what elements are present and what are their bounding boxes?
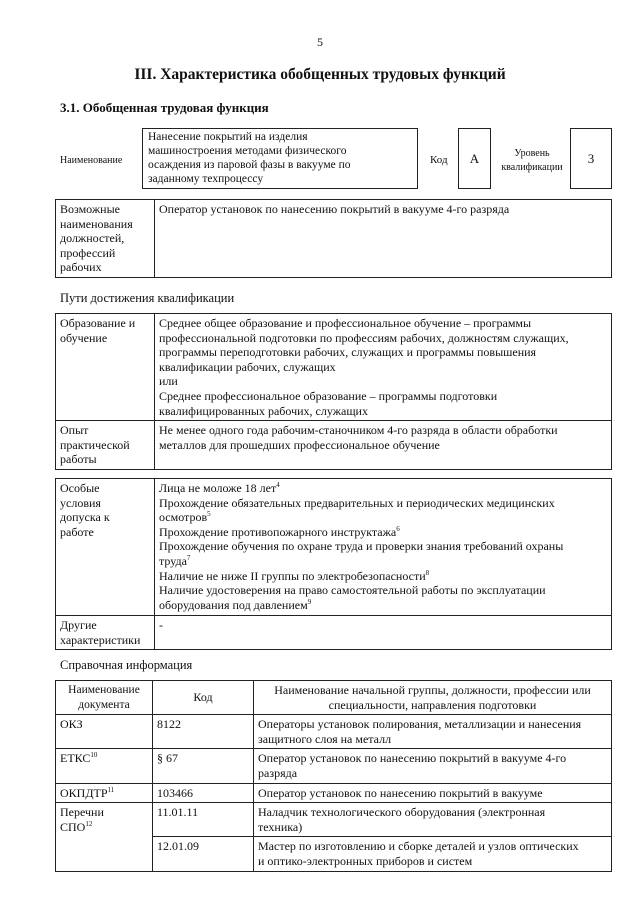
table-row bbox=[56, 803, 612, 837]
positions-value-cell bbox=[155, 200, 612, 278]
reference-heading: Справочная информация bbox=[60, 658, 193, 672]
footnote-ref: 4 bbox=[276, 481, 280, 489]
condition-item: Прохождение противопожарного инструктажа$^6$ bbox=[159, 524, 400, 539]
qualification-heading: Пути достижения квалификации bbox=[60, 291, 235, 305]
ref-header-doc: Наименование документа bbox=[56, 681, 153, 715]
footnote-ref: 5 bbox=[207, 510, 211, 519]
experience-value-cell bbox=[155, 421, 612, 470]
footnote-ref: 8 bbox=[425, 568, 430, 577]
footnote-ref: 10 bbox=[90, 751, 98, 760]
positions-label-cell bbox=[56, 200, 155, 278]
table-row bbox=[56, 783, 612, 803]
conditions-label-line: работе bbox=[60, 524, 94, 539]
code-label: Код bbox=[430, 154, 448, 166]
conditions-value-cell bbox=[155, 479, 612, 616]
other-label-line: Другие bbox=[60, 618, 97, 632]
positions-table bbox=[55, 199, 612, 278]
conditions-label-line: условия bbox=[60, 495, 101, 510]
ref-doc-cell: ОКПДТР$^{11}$ bbox=[56, 783, 153, 803]
condition-item: Наличие не ниже II группы по электробезопасности$^8$ bbox=[159, 568, 430, 583]
positions-label-line: должностей, bbox=[60, 231, 125, 246]
education-line: квалификации рабочих, служащих bbox=[159, 359, 336, 374]
experience-label-line: работы bbox=[60, 452, 97, 467]
education-line: квалифицированных рабочих, служащих bbox=[159, 403, 368, 418]
experience-label-cell bbox=[56, 421, 155, 470]
positions-label-line: наименования bbox=[60, 216, 133, 231]
ref-doc-cell: ОКЗ bbox=[56, 715, 153, 749]
page-number: 5 bbox=[317, 35, 323, 49]
positions-value: Оператор установок по нанесению покрытий в вакууме 4-го разряда bbox=[159, 202, 510, 216]
table-row bbox=[56, 749, 612, 783]
experience-label-line: практической bbox=[60, 437, 130, 452]
level-label-line: Уровень bbox=[514, 148, 550, 159]
ref-code-cell: 11.01.11 bbox=[153, 803, 254, 837]
name-value-line: заданному техпроцессу bbox=[148, 173, 264, 185]
experience-line: металлов для прошедших профессиональное обучение bbox=[159, 437, 440, 452]
level-label bbox=[496, 147, 568, 175]
name-value-line: машиностроения методами физического bbox=[148, 145, 347, 157]
ref-name-cell: Операторы установок полирования, металлизации и нанесения защитного слоя на металл bbox=[254, 715, 612, 749]
ref-code-cell: 103466 bbox=[153, 783, 254, 803]
other-label-cell bbox=[56, 616, 155, 650]
footnote-ref: 7 bbox=[186, 553, 191, 562]
footnote-ref: 9 bbox=[307, 597, 312, 606]
conditions-label-line: Особые bbox=[60, 481, 100, 495]
education-line: Среднее общее образование и профессиональное обучение – программы bbox=[159, 316, 532, 330]
positions-label-line: профессий bbox=[60, 245, 116, 260]
ref-name-cell: Оператор установок по нанесению покрытий в вакууме 4-го разряда bbox=[254, 749, 612, 783]
ref-code-cell: § 67 bbox=[153, 749, 254, 783]
name-value-box bbox=[142, 128, 418, 189]
name-value-line: осаждения из паровой фазы в вакууме по bbox=[148, 159, 351, 171]
positions-label-line: Возможные bbox=[60, 202, 120, 216]
education-label-cell bbox=[56, 314, 155, 421]
condition-item: Наличие удостоверения на право самостоятельной работы по эксплуатации оборудования под давлением$^9$ bbox=[159, 583, 546, 612]
education-line: программы переподготовки рабочих, служащих и программы повышения bbox=[159, 345, 537, 360]
footnote-ref: 6 bbox=[396, 524, 400, 533]
ref-name-cell: Оператор установок по нанесению покрытий в вакууме bbox=[254, 783, 612, 803]
education-line: Среднее профессиональное образование – программы подготовки bbox=[159, 388, 498, 403]
code-value: А bbox=[469, 151, 480, 166]
experience-label-line: Опыт bbox=[60, 423, 89, 438]
education-label-line: обучение bbox=[60, 330, 108, 345]
education-line: или bbox=[159, 374, 178, 389]
ref-code-cell: 8122 bbox=[153, 715, 254, 749]
level-value-box bbox=[570, 128, 612, 189]
conditions-label-cell bbox=[56, 479, 155, 616]
ref-code-cell: 12.01.09 bbox=[153, 837, 254, 871]
other-value: - bbox=[159, 618, 163, 632]
positions-label-line: рабочих bbox=[60, 260, 102, 275]
subsection-title: 3.1. Обобщенная трудовая функция bbox=[60, 100, 269, 115]
other-value-cell bbox=[155, 616, 612, 650]
name-label: Наименование bbox=[60, 155, 123, 166]
condition-item: Лица не моложе 18 лет$^4$ bbox=[159, 481, 280, 495]
table-row bbox=[56, 715, 612, 749]
ref-doc-cell: Перечни СПО$^{12}$ bbox=[56, 803, 153, 871]
conditions-label-line: допуска к bbox=[60, 510, 110, 525]
ref-name-cell: Наладчик технологического оборудования (электронная техника) bbox=[254, 803, 612, 837]
ref-header-name: Наименование начальной группы, должности, профессии или специальности, направления подготовки bbox=[254, 681, 612, 715]
level-label-line: квалификации bbox=[501, 162, 563, 173]
education-line: профессиональной подготовки по профессиям рабочих, должностям служащих, bbox=[159, 330, 569, 345]
conditions-table bbox=[55, 478, 612, 650]
condition-item: Прохождение обучения по охране труда и проверки знания требований охраны труда$^7$ bbox=[159, 539, 564, 568]
ref-header-code: Код bbox=[153, 681, 254, 715]
code-value-box bbox=[458, 128, 491, 189]
education-label-line: Образование и bbox=[60, 316, 136, 330]
ref-doc-cell: ЕТКС$^{10}$ bbox=[56, 749, 153, 783]
other-label-line: характеристики bbox=[60, 632, 141, 647]
footnote-ref: 11 bbox=[107, 785, 115, 794]
reference-table bbox=[55, 680, 612, 872]
ref-name-cell: Мастер по изготовлению и сборке деталей и узлов оптических и оптико-электронных приборов и систем bbox=[254, 837, 612, 871]
qualification-table bbox=[55, 313, 612, 470]
section-title: III. Характеристика обобщенных трудовых функций bbox=[134, 66, 506, 83]
education-value-cell bbox=[155, 314, 612, 421]
footnote-ref: 12 bbox=[85, 819, 93, 828]
experience-line: Не менее одного года рабочим-станочником 4-го разряда в области обработки bbox=[159, 423, 558, 438]
name-value-line: Нанесение покрытий на изделия bbox=[148, 131, 308, 143]
level-value: 3 bbox=[587, 151, 595, 166]
condition-item: Прохождение обязательных предварительных и периодических медицинских осмотров$^5$ bbox=[159, 495, 555, 525]
